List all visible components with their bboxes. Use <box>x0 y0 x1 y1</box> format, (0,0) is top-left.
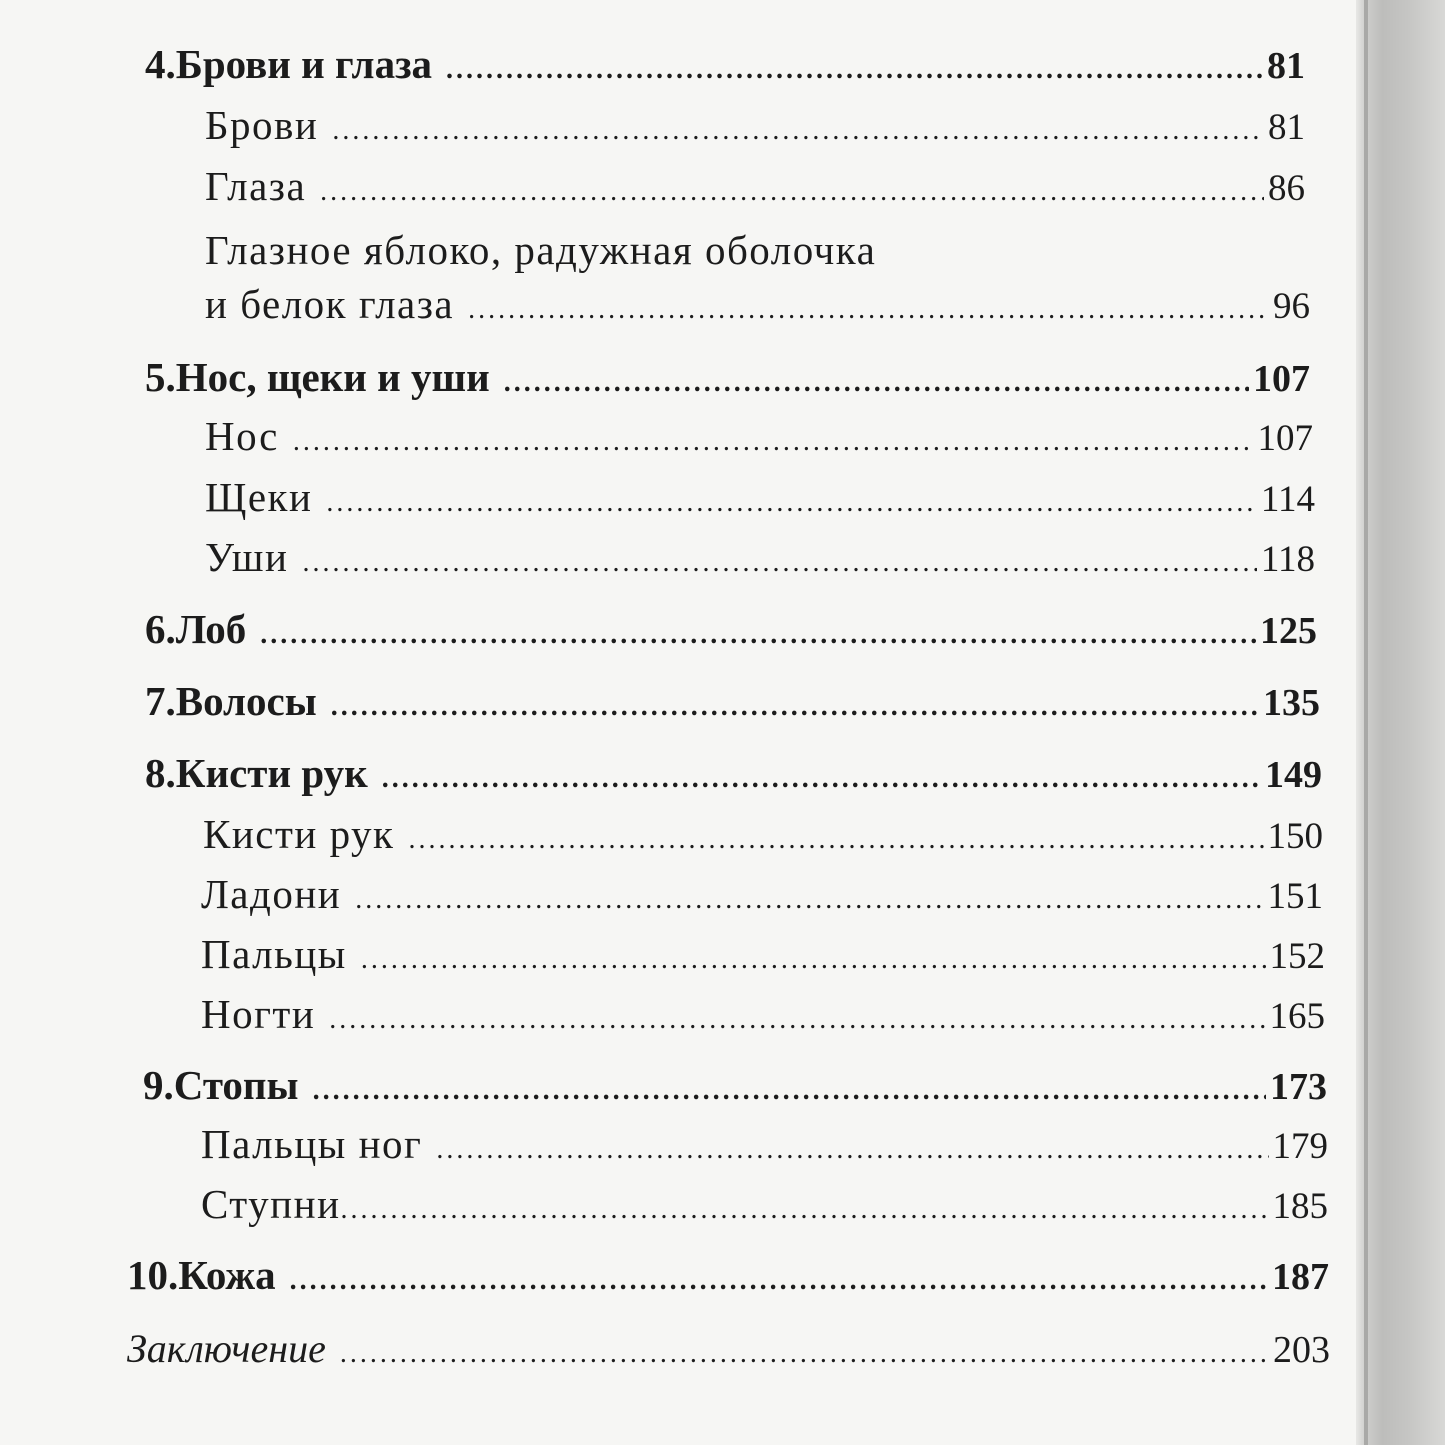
page-number: 152 <box>1269 936 1325 977</box>
dot-leader <box>293 426 1254 458</box>
page-number: 151 <box>1267 876 1323 917</box>
section-title-line2: и белок глаза <box>205 281 455 327</box>
page-number: 86 <box>1268 168 1305 209</box>
section-title: Глаза <box>205 163 307 209</box>
chapter-number: 9. <box>143 1062 174 1108</box>
chapter-number: 7. <box>145 678 176 724</box>
chapter-title: Нос, щеки и уши <box>175 354 490 400</box>
chapter-number: 5. <box>145 354 176 400</box>
section-title-line1: Глазное яблоко, радужная оболочка <box>205 227 877 273</box>
page-number: 187 <box>1272 1256 1329 1298</box>
dot-leader <box>329 1004 1265 1036</box>
dot-leader <box>302 547 1256 579</box>
toc-chapter-4 <box>145 40 1305 88</box>
chapter-number: 8. <box>145 750 176 796</box>
section-title: Нос <box>205 413 279 459</box>
toc-section-brovi <box>205 101 1305 149</box>
dot-leader <box>290 1265 1268 1297</box>
dot-leader <box>320 176 1264 208</box>
toc-section-paltsy-nog <box>201 1120 1328 1168</box>
section-title: Уши <box>205 534 289 580</box>
toc-section-glaza <box>205 162 1305 210</box>
section-title: Пальцы ног <box>201 1121 423 1167</box>
dot-leader <box>332 115 1264 147</box>
toc-conclusion <box>127 1325 1330 1372</box>
dot-leader <box>331 691 1259 723</box>
dot-leader <box>468 294 1269 326</box>
page-number: 150 <box>1267 816 1323 857</box>
section-title: Кисти рук <box>203 811 395 857</box>
dot-leader <box>446 54 1263 86</box>
toc-chapter-6 <box>145 605 1317 653</box>
toc-section-ladoni <box>201 870 1323 918</box>
page-number: 81 <box>1268 107 1305 148</box>
toc-chapter-7 <box>145 677 1320 725</box>
chapter-title: Волосы <box>175 678 317 724</box>
page-number: 81 <box>1267 45 1305 87</box>
section-title: Ступни <box>201 1181 341 1227</box>
toc-section-nos <box>205 412 1313 460</box>
page-number: 107 <box>1253 358 1310 400</box>
page-edge-shadow <box>1356 0 1445 1445</box>
dot-leader <box>313 1075 1266 1107</box>
chapter-number: 4. <box>145 41 176 87</box>
toc-section-scheki <box>205 473 1315 521</box>
page-edge-line <box>1364 0 1368 1445</box>
page-number: 165 <box>1269 996 1325 1037</box>
section-title: Брови <box>205 102 319 148</box>
toc-section-ushi <box>205 533 1315 581</box>
toc-chapter-9 <box>143 1061 1327 1109</box>
page-number: 118 <box>1260 539 1315 580</box>
dot-leader <box>504 367 1249 399</box>
page-number: 203 <box>1273 1329 1330 1371</box>
dot-leader <box>361 944 1266 976</box>
chapter-number: 6. <box>145 606 176 652</box>
page-number: 96 <box>1273 286 1310 327</box>
chapter-title: Кожа <box>178 1252 276 1298</box>
section-title: Ногти <box>201 991 316 1037</box>
toc-section-kisti <box>203 810 1323 858</box>
chapter-title: Стопы <box>173 1062 299 1108</box>
section-title: Пальцы <box>201 931 347 977</box>
toc-chapter-10 <box>127 1251 1329 1299</box>
chapter-title: Лоб <box>175 606 247 652</box>
dot-leader <box>436 1134 1268 1166</box>
page-number: 149 <box>1265 754 1322 796</box>
dot-leader <box>340 1338 1269 1370</box>
dot-leader <box>355 884 1263 916</box>
dot-leader <box>382 763 1261 795</box>
section-title: Ладони <box>201 871 342 917</box>
toc-section-glaznoe <box>205 280 1310 328</box>
conclusion-title: Заключение <box>127 1326 326 1371</box>
page-number: 114 <box>1260 479 1315 520</box>
dot-leader <box>260 619 1256 651</box>
section-title: Щеки <box>205 474 313 520</box>
page-number: 173 <box>1270 1066 1327 1108</box>
toc-chapter-8 <box>145 749 1322 797</box>
toc-section-paltsy <box>201 930 1325 978</box>
dot-leader <box>408 824 1263 856</box>
page-number: 125 <box>1260 610 1317 652</box>
chapter-title: Брови и глаза <box>175 41 433 87</box>
page-number: 179 <box>1272 1126 1328 1167</box>
toc-section-nogti <box>201 990 1325 1038</box>
chapter-number: 10. <box>127 1252 179 1298</box>
chapter-title: Кисти рук <box>175 750 368 796</box>
dot-leader <box>341 1194 1269 1226</box>
dot-leader <box>326 487 1256 519</box>
toc-chapter-5 <box>145 353 1310 401</box>
page-number: 185 <box>1272 1186 1328 1227</box>
page-number: 107 <box>1257 418 1313 459</box>
toc-section-stupni <box>201 1180 1328 1228</box>
page-number: 135 <box>1263 682 1320 724</box>
